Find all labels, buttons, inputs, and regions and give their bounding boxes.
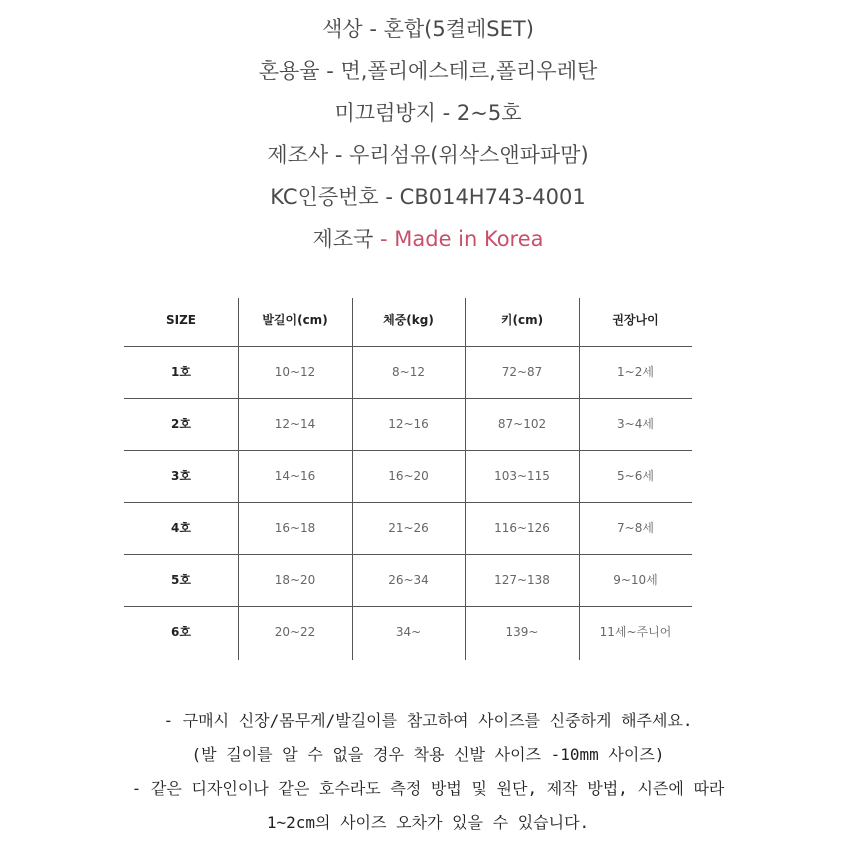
table-cell: 16~18 bbox=[274, 521, 316, 535]
size-table bbox=[124, 298, 692, 660]
spec-kc-number bbox=[0, 176, 856, 218]
note-line: (발 길이를 알 수 없을 경우 착용 신발 사이즈 -10mm 사이즈) bbox=[191, 745, 665, 764]
table-cell: 3~4세 bbox=[617, 417, 654, 431]
table-cell: 10~12 bbox=[274, 365, 316, 379]
table-header-cell: SIZE bbox=[165, 313, 196, 327]
spec-separator: - bbox=[373, 227, 395, 251]
table-cell: 8~12 bbox=[392, 365, 425, 379]
table-cell: 139~ bbox=[505, 625, 539, 639]
spec-separator: - bbox=[328, 143, 350, 167]
table-cell: 21~26 bbox=[388, 521, 429, 535]
spec-value: 면,폴리에스테르,폴리우레탄 bbox=[340, 59, 598, 83]
table-cell: 14~16 bbox=[274, 469, 316, 483]
spec-label: 제조국 bbox=[312, 227, 374, 251]
table-cell: 11세~주니어 bbox=[599, 625, 672, 639]
table-cell: 103~115 bbox=[494, 469, 550, 483]
spec-value: 2~5호 bbox=[456, 101, 522, 125]
table-cell: 72~87 bbox=[501, 365, 543, 379]
spec-value: 우리섬유(위삭스앤파파맘) bbox=[349, 143, 589, 167]
product-specs bbox=[0, 8, 856, 260]
table-cell: 18~20 bbox=[274, 573, 316, 587]
size-label-cell: 5호 bbox=[171, 573, 191, 587]
size-notes bbox=[0, 704, 856, 840]
spec-manufacturer bbox=[0, 134, 856, 176]
size-label-cell: 2호 bbox=[171, 417, 191, 431]
table-cell: 12~16 bbox=[388, 417, 429, 431]
note-line: - 같은 디자인이나 같은 호수라도 측정 방법 및 원단, 제작 방법, 시즌에 따라 bbox=[131, 779, 725, 798]
spec-label: 미끄럼방지 bbox=[334, 101, 436, 125]
table-cell: 26~34 bbox=[388, 573, 429, 587]
spec-label: 제조사 bbox=[267, 143, 329, 167]
table-cell: 7~8세 bbox=[617, 521, 654, 535]
table-cell: 20~22 bbox=[274, 625, 316, 639]
table-cell: 116~126 bbox=[494, 521, 550, 535]
spec-anti-slip bbox=[0, 92, 856, 134]
table-cell: 87~102 bbox=[497, 417, 547, 431]
table-cell: 5~6세 bbox=[617, 469, 654, 483]
spec-label: KC인증번호 bbox=[270, 185, 379, 209]
table-cell: 34~ bbox=[395, 625, 422, 639]
spec-color bbox=[0, 8, 856, 50]
size-label-cell: 4호 bbox=[171, 521, 191, 535]
size-label-cell: 1호 bbox=[171, 365, 191, 379]
table-cell: 16~20 bbox=[388, 469, 429, 483]
table-header-cell: 권장나이 bbox=[612, 313, 659, 327]
spec-separator: - bbox=[319, 59, 341, 83]
table-cell: 127~138 bbox=[494, 573, 550, 587]
table-header-cell: 발길이(cm) bbox=[262, 313, 328, 327]
table-header-cell: 키(cm) bbox=[500, 313, 544, 327]
note-line: 1~2cm의 사이즈 오차가 있을 수 있습니다. bbox=[266, 813, 590, 832]
spec-value-origin: Made in Korea bbox=[394, 227, 544, 251]
spec-label: 혼용율 bbox=[258, 59, 320, 83]
spec-separator: - bbox=[435, 101, 457, 125]
table-cell: 1~2세 bbox=[617, 365, 654, 379]
spec-value: CB014H743-4001 bbox=[399, 185, 586, 209]
spec-material bbox=[0, 50, 856, 92]
spec-label: 색상 bbox=[322, 17, 363, 41]
note-line: - 구매시 신장/몸무게/발길이를 참고하여 사이즈를 신중하게 해주세요. bbox=[163, 711, 693, 730]
spec-separator: - bbox=[378, 185, 400, 209]
spec-value: 혼합(5켤레SET) bbox=[383, 17, 534, 41]
table-cell: 9~10세 bbox=[613, 573, 658, 587]
table-cell: 12~14 bbox=[274, 417, 316, 431]
size-label-cell: 3호 bbox=[171, 469, 191, 483]
spec-separator: - bbox=[362, 17, 384, 41]
size-label-cell: 6호 bbox=[171, 625, 191, 639]
table-header-cell: 체중(kg) bbox=[383, 313, 434, 327]
spec-origin bbox=[0, 218, 856, 260]
